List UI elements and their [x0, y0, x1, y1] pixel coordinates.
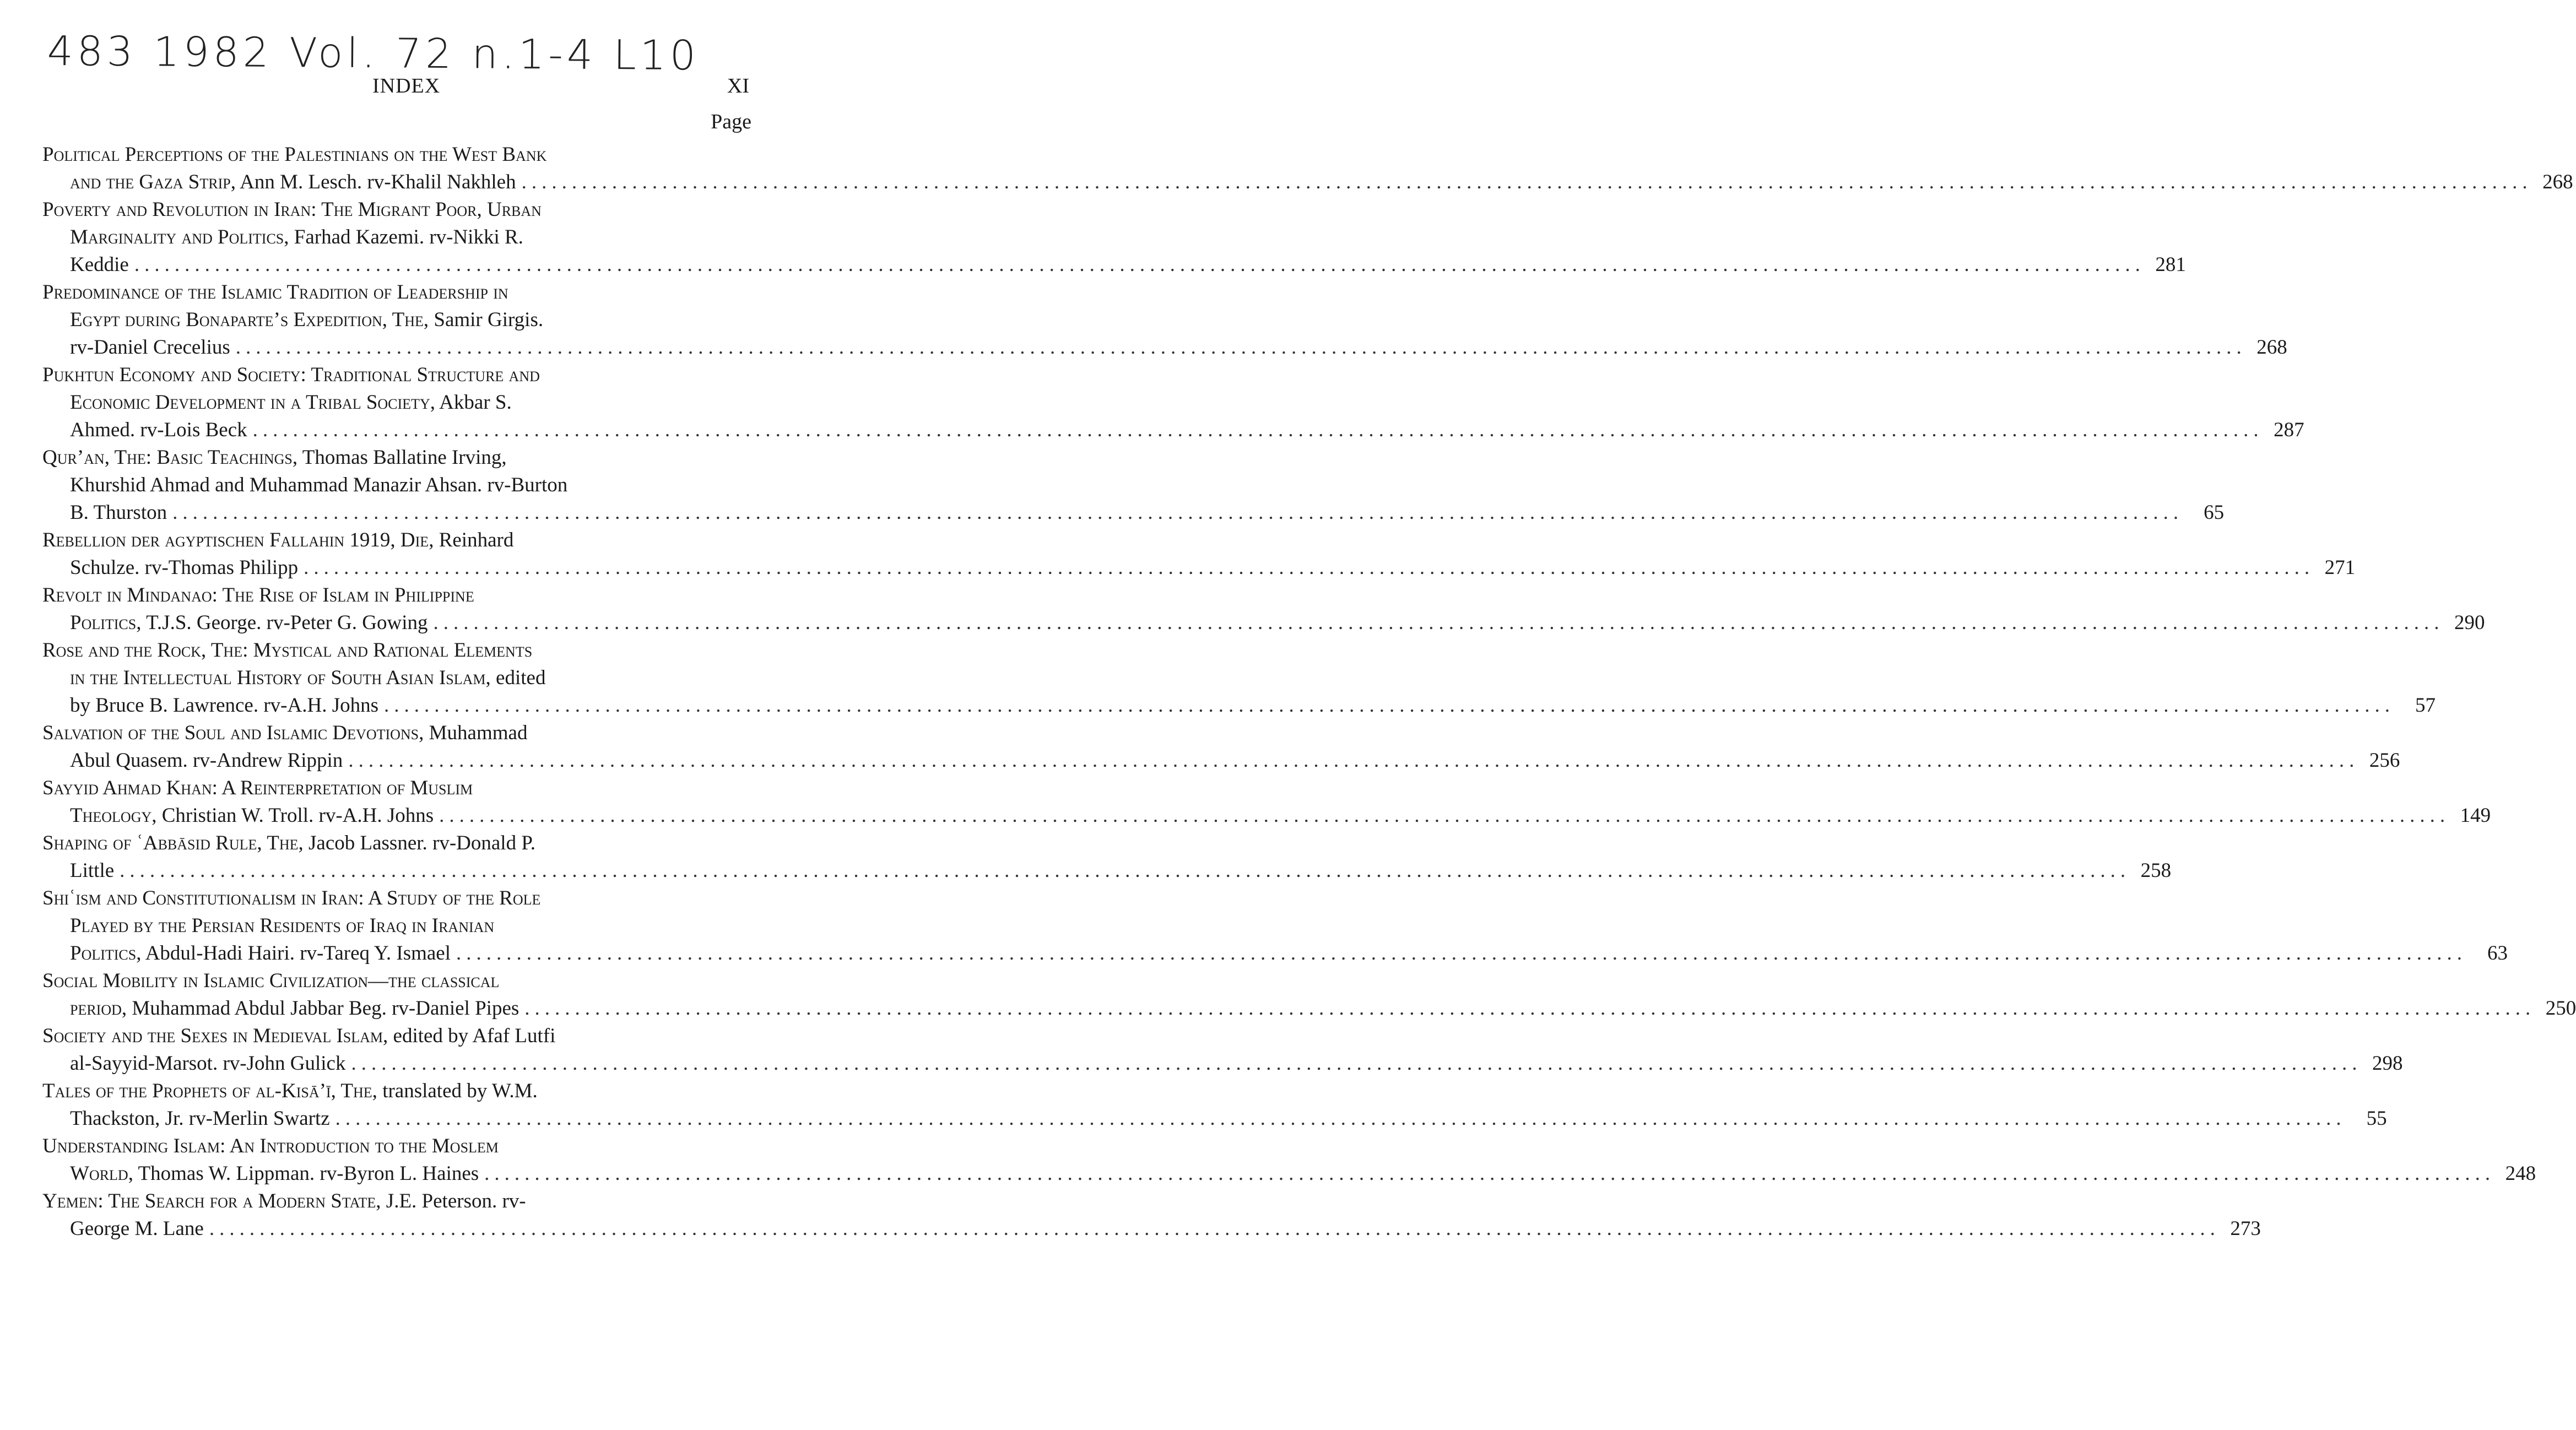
index-entry: [42, 830, 2172, 885]
dot-leader: ........................................................................................................................................................................................................: [433, 611, 2444, 634]
dot-leader: ........................................................................................................................................................................................................: [351, 1052, 2362, 1075]
entry-title-text: Yemen: The Search for a Modern State,: [42, 1190, 381, 1212]
index-entry: [42, 1022, 2403, 1077]
entry-title-text: Marginality and Politics,: [70, 226, 289, 248]
entry-title-text: World,: [70, 1162, 133, 1185]
page-number: 256: [2369, 749, 2400, 772]
page-number: 258: [2140, 859, 2172, 882]
page-number: 57: [2415, 694, 2436, 717]
dot-leader: ........................................................................................................................................................................................................: [524, 997, 2536, 1020]
entry-line: [42, 306, 749, 334]
entry-line: [42, 361, 749, 389]
index-entry: [42, 361, 2304, 444]
entry-author-text: al-Sayyid-Marsot. rv-John Gulick: [70, 1052, 346, 1075]
entry-author-text: Little: [70, 859, 115, 882]
index-entry: [42, 1077, 2387, 1133]
entry-title-text: Qur’an, The: Basic Teachings,: [42, 446, 298, 469]
entry-line-text: [70, 554, 298, 582]
entry-title-text: period,: [70, 997, 127, 1020]
entry-author-text: Muhammad Abdul Jabbar Beg. rv-Daniel Pipes: [127, 997, 519, 1020]
entry-line: [42, 251, 2186, 279]
page-number: 271: [2324, 556, 2356, 579]
index-entry: [42, 1188, 2261, 1243]
entry-author-text: B. Thurston: [70, 501, 167, 524]
dot-leader: ........................................................................................................................................................................................................: [235, 336, 2247, 359]
index-entry: [42, 582, 2485, 637]
index-entry: [42, 719, 2400, 774]
dot-leader: ........................................................................................................................................................................................................: [384, 694, 2395, 717]
entry-title-text: in the Intellectual History of South Asian Islam,: [70, 667, 491, 689]
entry-title-text: Pukhtun Economy and Society: Traditional Structure and: [42, 364, 540, 386]
entry-title-text: Politics,: [70, 611, 142, 634]
entry-line-text: [70, 857, 114, 885]
entry-line: [42, 1215, 2261, 1243]
index-entry: [42, 444, 2225, 527]
entry-author-text: Christian W. Troll. rv-A.H. Johns: [156, 804, 434, 827]
entry-author-text: rv-Daniel Crecelius: [70, 336, 230, 359]
entry-title-text: Shaping of ʿAbbāsid Rule, The,: [42, 832, 304, 854]
dot-leader: ........................................................................................................................................................................................................: [456, 942, 2467, 965]
entry-line: [42, 774, 749, 802]
entry-title-text: Egypt during Bonaparte’s Expedition, The,: [70, 308, 429, 331]
entry-line: [42, 1077, 749, 1105]
entry-line: [42, 582, 749, 609]
entry-line-text: [70, 251, 129, 279]
entry-title-text: Sayyid Ahmad Khan: A Reinterpretation of Muslim: [42, 777, 473, 799]
index-entry: [42, 774, 2491, 830]
index-title: INDEX: [372, 74, 441, 98]
dot-leader: ........................................................................................................................................................................................................: [335, 1107, 2346, 1130]
entry-author-text: Ann M. Lesch. rv-Khalil Nakhleh: [235, 171, 516, 193]
entry-line-text: [70, 692, 378, 719]
entry-line: [42, 444, 749, 472]
entry-author-text: Khurshid Ahmad and Muhammad Manazir Ahsan. rv-Burton: [70, 474, 568, 496]
handwritten-call-number: 483 1982 Vol. 72 n.1-4 L10: [47, 28, 700, 80]
entry-title-text: Predominance of the Islamic Tradition of Leadership in: [42, 281, 508, 304]
entry-author-text: Thomas Ballatine Irving,: [297, 446, 507, 469]
index-entry-list: [42, 141, 2576, 1243]
dot-leader: ........................................................................................................................................................................................................: [521, 171, 2532, 193]
entry-line-text: [70, 1215, 204, 1243]
entry-line: [42, 912, 749, 940]
entry-title-text: Social Mobility in Islamic Civilization—the classical: [42, 969, 500, 992]
entry-author-text: Muhammad: [424, 722, 528, 744]
entry-author-text: Keddie: [70, 253, 129, 276]
entry-line: [42, 554, 2356, 582]
index-entry: [42, 967, 2576, 1022]
page-column-label: Page: [711, 110, 751, 133]
index-entry: [42, 527, 2356, 582]
entry-author-text: edited by Afaf Lutfi: [388, 1025, 556, 1047]
entry-line-text: [70, 747, 343, 774]
entry-line: [42, 830, 749, 857]
entry-author-text: translated by W.M.: [377, 1080, 538, 1102]
page-number-roman: XI: [727, 74, 749, 98]
entry-title-text: Shiʿism and Constitutionalism in Iran: A Study of the Role: [42, 887, 541, 909]
entry-title-text: and the Gaza Strip,: [70, 171, 236, 193]
entry-line: [42, 1022, 749, 1050]
index-entry: [42, 141, 2573, 196]
entry-author-text: Jacob Lassner. rv-Donald P.: [303, 832, 536, 854]
entry-title-text: Revolt in Mindanao: The Rise of Islam in Philippine: [42, 584, 474, 606]
entry-line-text: [70, 995, 519, 1022]
dot-leader: ........................................................................................................................................................................................................: [172, 501, 2184, 524]
entry-line-text: [70, 499, 167, 527]
index-entry: [42, 279, 2287, 361]
dot-leader: ........................................................................................................................................................................................................: [134, 253, 2145, 276]
entry-author-text: Abdul-Hadi Hairi. rv-Tareq Y. Ismael: [141, 942, 451, 965]
entry-line: [42, 940, 2508, 967]
entry-line: [42, 279, 749, 306]
entry-line: [42, 389, 749, 416]
entry-title-text: Salvation of the Soul and Islamic Devotions,: [42, 722, 424, 744]
entry-line: [42, 169, 2573, 196]
entry-author-text: Schulze. rv-Thomas Philipp: [70, 556, 299, 579]
entry-title-text: Politics,: [70, 942, 142, 965]
entry-line-text: [70, 802, 434, 830]
entry-line: [42, 967, 749, 995]
entry-line-text: [70, 334, 230, 361]
entry-line-text: [70, 940, 451, 967]
entry-line: [42, 995, 2576, 1022]
entry-title-text: Poverty and Revolution in Iran: The Migrant Poor, Urban: [42, 198, 542, 221]
page-number: 248: [2505, 1162, 2536, 1185]
entry-line: [42, 472, 749, 499]
entry-line-text: [70, 609, 428, 637]
dot-leader: ........................................................................................................................................................................................................: [304, 556, 2315, 579]
entry-author-text: T.J.S. George. rv-Peter G. Gowing: [141, 611, 428, 634]
entry-title-text: Rose and the Rock, The: Mystical and Rational Elements: [42, 639, 533, 662]
entry-line: [42, 719, 749, 747]
entry-line: [42, 1188, 749, 1215]
entry-author-text: Abul Quasem. rv-Andrew Rippin: [70, 749, 343, 772]
entry-title-text: Economic Development in a Tribal Society,: [70, 391, 435, 414]
entry-line: [42, 609, 2485, 637]
dot-leader: ........................................................................................................................................................................................................: [252, 419, 2264, 441]
entry-author-text: Samir Girgis.: [429, 308, 544, 331]
dot-leader: ........................................................................................................................................................................................................: [348, 749, 2359, 772]
entry-title-text: Society and the Sexes in Medieval Islam,: [42, 1025, 388, 1047]
entry-line: [42, 334, 2287, 361]
page-number: 287: [2274, 419, 2304, 441]
entry-line-text: [70, 1160, 479, 1188]
dot-leader: ........................................................................................................................................................................................................: [120, 859, 2131, 882]
entry-line-text: [70, 169, 516, 196]
dot-leader: ........................................................................................................................................................................................................: [484, 1162, 2496, 1185]
page-number: 250: [2545, 997, 2576, 1020]
entry-line: [42, 747, 2400, 774]
page-number: 65: [2204, 501, 2225, 524]
entry-author-text: Ahmed. rv-Lois Beck: [70, 419, 247, 441]
entry-line: [42, 1160, 2536, 1188]
entry-line: [42, 885, 749, 912]
entry-author-text: Thomas W. Lippman. rv-Byron L. Haines: [133, 1162, 479, 1185]
page-number: 268: [2256, 336, 2287, 359]
entry-line: [42, 527, 749, 554]
entry-title-text: Played by the Persian Residents of Iraq in Iranian: [70, 914, 495, 937]
index-entry: [42, 885, 2508, 967]
page-number: 268: [2542, 171, 2573, 193]
page-number: 281: [2155, 253, 2186, 276]
entry-line: [42, 196, 749, 224]
entry-author-text: by Bruce B. Lawrence. rv-A.H. Johns: [70, 694, 378, 717]
entry-title-text: Tales of the Prophets of al-Kisā’ī, The,: [42, 1080, 377, 1102]
entry-line: [42, 1133, 749, 1160]
page-number: 273: [2230, 1217, 2261, 1240]
entry-author-text: edited: [490, 667, 546, 689]
entry-author-text: Akbar S.: [435, 391, 512, 414]
page-number: 149: [2460, 804, 2491, 827]
page-number: 298: [2372, 1052, 2403, 1075]
entry-line: [42, 857, 2172, 885]
entry-line: [42, 416, 2304, 444]
page-number: 63: [2487, 942, 2508, 965]
index-entry: [42, 637, 2436, 719]
entry-title-text: Rebellion der agyptischen Fallahin 1919, Die,: [42, 529, 434, 551]
entry-title-text: Political Perceptions of the Palestinians on the West Bank: [42, 143, 547, 166]
entry-author-text: Thackston, Jr. rv-Merlin Swartz: [70, 1107, 330, 1130]
entry-author-text: Reinhard: [434, 529, 514, 551]
entry-author-text: J.E. Peterson. rv-: [381, 1190, 526, 1212]
entry-title-text: Understanding Islam: An Introduction to the Moslem: [42, 1135, 499, 1157]
entry-line: [42, 802, 2491, 830]
entry-line: [42, 637, 749, 664]
entry-line: [42, 499, 2225, 527]
entry-line-text: [70, 1105, 330, 1133]
index-entry: [42, 196, 2186, 279]
index-entry: [42, 1133, 2536, 1188]
dot-leader: ........................................................................................................................................................................................................: [209, 1217, 2220, 1240]
entry-line: [42, 664, 749, 692]
page-number: 55: [2366, 1107, 2387, 1130]
entry-author-text: Farhad Kazemi. rv-Nikki R.: [289, 226, 523, 248]
entry-line-text: [70, 1050, 345, 1077]
entry-line: [42, 692, 2436, 719]
entry-author-text: George M. Lane: [70, 1217, 204, 1240]
entry-line-text: [70, 416, 247, 444]
entry-line: [42, 141, 749, 169]
entry-line: [42, 1050, 2403, 1077]
dot-leader: ........................................................................................................................................................................................................: [439, 804, 2450, 827]
entry-line: [42, 224, 749, 251]
entry-title-text: Theology,: [70, 804, 157, 827]
entry-line: [42, 1105, 2387, 1133]
page-number: 290: [2454, 611, 2485, 634]
